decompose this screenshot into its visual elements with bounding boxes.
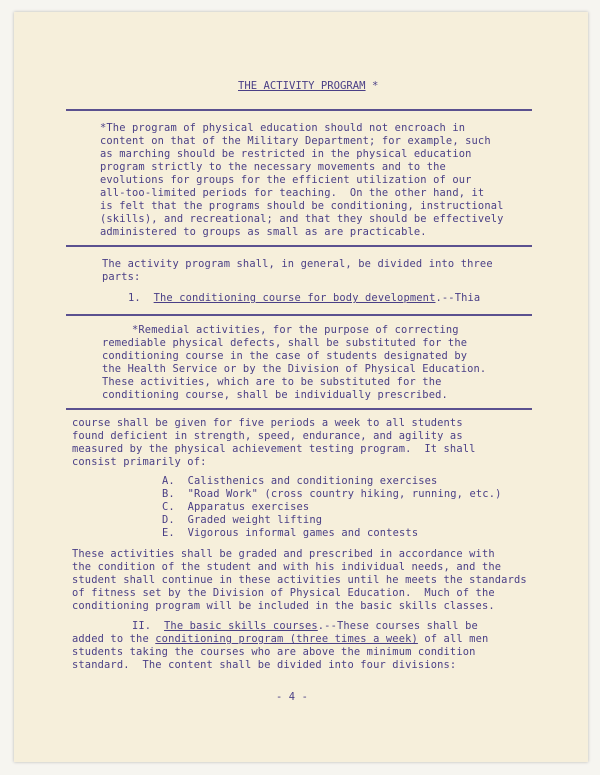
intro-line: The activity program shall, in general, be divided into three [102,258,493,270]
body1-line: course shall be given for five periods a week to all students [72,417,463,429]
footnote1-line: *The program of physical education should not encroach in [100,122,466,134]
intro-line: parts: [102,271,141,283]
list-item [162,475,437,488]
page-title [238,80,378,92]
title-text: THE ACTIVITY PROGRAM [238,80,366,92]
footnote2-line: *Remedial activities, for the purpose of correcting [132,324,459,336]
body1-line: consist primarily of: [72,456,207,468]
list-text: Graded weight lifting [187,514,323,526]
footnote1-line: is felt that the programs should be conditioning, instructional [100,200,504,212]
list-letter: C. [162,501,175,513]
item-2-number: II. [132,620,152,632]
body2-line: of fitness set by the Division of Physical Education. Much of the [72,587,495,599]
item-2-line [72,633,488,646]
footnote1-line: content on that of the Military Department; for example, such [100,135,491,147]
item-2-title: The basic skills courses [164,620,318,632]
item-2-text: added to the [72,633,156,645]
list-item [162,527,418,540]
list-letter: B. [162,488,175,500]
title-footnote-mark: * [371,80,379,92]
document-page [14,12,588,762]
item-2-line [132,620,478,633]
rule-top [66,109,532,111]
page-number: - 4 - [276,691,309,703]
footnote2-line: the Health Service or by the Division of Physical Education. [102,363,487,375]
body2-line: These activities shall be graded and prescribed in accordance with [72,548,495,560]
item-2-text: of all men [417,633,489,645]
list-letter: A. [162,475,175,487]
footnote1-line: as marching should be restricted in the physical education [100,148,472,160]
list-letter: D. [162,514,175,526]
list-text: "Road Work" (cross country hiking, running, etc.) [187,488,502,500]
item-2-underlined: conditioning program (three times a week) [155,633,418,645]
footnote1-line: administered to groups as small as are practicable. [100,226,427,238]
list-letter: E. [162,527,175,539]
list-item [162,501,309,514]
body2-line: student shall continue in these activities until he meets the standards [72,574,527,586]
rule-2 [66,245,532,247]
item-2-tail: .--These courses shall be [317,620,478,632]
item-1-number: 1. [128,292,141,304]
body1-line: found deficient in strength, speed, endurance, and agility as [72,430,463,442]
body2-line: the condition of the student and with his individual needs, and the [72,561,502,573]
list-item [162,514,322,527]
body1-line: measured by the physical achievement testing program. It shall [72,443,476,455]
item-1-heading [128,292,480,305]
footnote2-line: conditioning course in the case of students designated by [102,350,468,362]
footnote1-line: program strictly to the necessary movements and to the [100,161,446,173]
rule-3 [66,314,532,316]
body2-line: conditioning program will be included in the basic skills classes. [72,600,495,612]
footnote1-line: all-too-limited periods for teaching. On the other hand, it [100,187,485,199]
footnote1-line: (skills), and recreational; and that they should be effectively [100,213,504,225]
item-1-tail: .--Thia [435,292,481,304]
footnote1-line: evolutions for groups for the efficient utilization of our [100,174,472,186]
list-text: Vigorous informal games and contests [187,527,419,539]
rule-4 [66,408,532,410]
footnote2-line: These activities, which are to be substituted for the [102,376,442,388]
list-item [162,488,502,501]
item-2-line: students taking the courses who are above the minimum condition [72,646,476,658]
list-text: Calisthenics and conditioning exercises [187,475,438,487]
footnote2-line: remediable physical defects, shall be substituted for the [102,337,468,349]
item-1-title: The conditioning course for body development [153,292,436,304]
footnote2-line: conditioning course, shall be individually prescribed. [102,389,448,401]
list-text: Apparatus exercises [187,501,310,513]
item-2-line: standard. The content shall be divided into four divisions: [72,659,457,671]
